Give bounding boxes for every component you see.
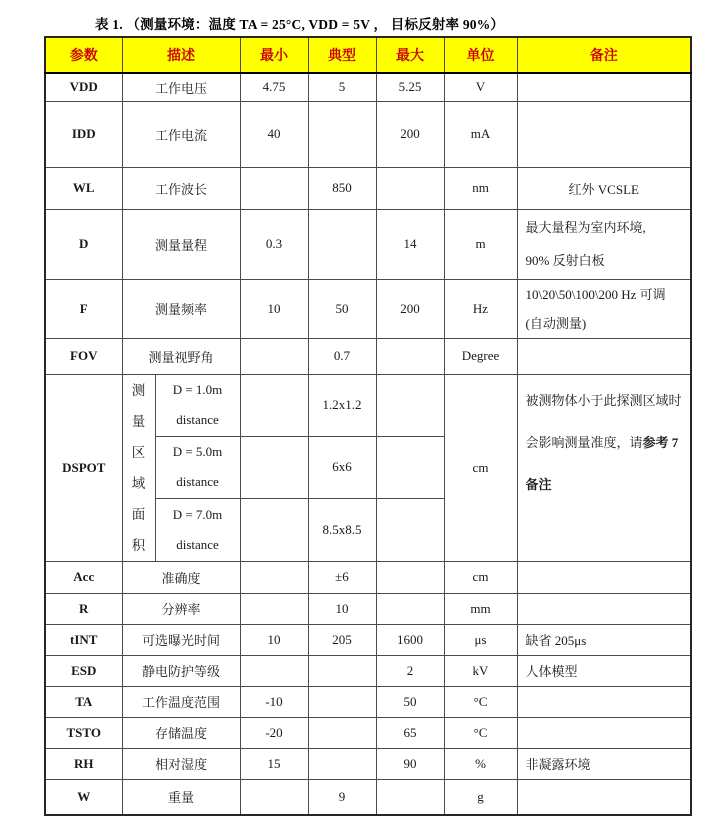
typ-cell: 205	[308, 624, 376, 655]
dspot-vertical-label: 测量区域面积	[122, 374, 155, 561]
min-cell: 4.75	[240, 73, 308, 101]
min-cell: 10	[240, 279, 308, 338]
remark-cell	[517, 101, 691, 167]
max-cell	[376, 436, 444, 498]
remark-cell: 人体模型	[517, 655, 691, 686]
typ-cell	[308, 101, 376, 167]
param-cell: tINT	[45, 624, 122, 655]
remark-line: 最大量程为室内环境,	[525, 220, 646, 235]
dspot-condition-cell: D = 5.0m distance	[155, 436, 240, 498]
typ-cell: 50	[308, 279, 376, 338]
param-cell: VDD	[45, 73, 122, 101]
desc-cell: 工作电流	[122, 101, 240, 167]
param-cell: D	[45, 209, 122, 279]
header-row	[45, 37, 691, 73]
param-cell: WL	[45, 167, 122, 209]
remark-cell	[517, 717, 691, 748]
param-cell: F	[45, 279, 122, 338]
spec-table	[44, 36, 692, 816]
typ-cell: 9	[308, 779, 376, 815]
desc-cell: 相对湿度	[122, 748, 240, 779]
min-cell	[240, 338, 308, 374]
remark-cell	[517, 338, 691, 374]
remark-cell	[517, 279, 691, 338]
max-cell: 50	[376, 686, 444, 717]
param-cell: DSPOT	[45, 374, 122, 561]
max-cell	[376, 374, 444, 436]
remark-cell: 红外 VCSLE	[517, 167, 691, 209]
unit-cell: °C	[444, 686, 517, 717]
desc-cell: 可选曝光时间	[122, 624, 240, 655]
param-cell: FOV	[45, 338, 122, 374]
min-cell	[240, 436, 308, 498]
unit-cell: g	[444, 779, 517, 815]
unit-cell: %	[444, 748, 517, 779]
spec-row-vdd	[45, 73, 691, 101]
max-cell	[376, 499, 444, 561]
remark-cell	[517, 593, 691, 624]
remark-cell	[517, 779, 691, 815]
col-header-min: 最小	[240, 37, 308, 73]
unit-cell: Hz	[444, 279, 517, 338]
typ-cell	[308, 717, 376, 748]
min-cell	[240, 167, 308, 209]
param-cell: ESD	[45, 655, 122, 686]
min-cell: -10	[240, 686, 308, 717]
spec-row-d	[45, 209, 691, 279]
spec-row-wl	[45, 167, 691, 209]
desc-cell: 测量视野角	[122, 338, 240, 374]
max-cell: 2	[376, 655, 444, 686]
max-cell	[376, 779, 444, 815]
typ-cell	[308, 209, 376, 279]
typ-cell: 6x6	[308, 436, 376, 498]
spec-row-rh	[45, 748, 691, 779]
unit-cell: cm	[444, 561, 517, 593]
remark-text: 被测物体小于此探测区域时会影响测量准度，请	[525, 392, 682, 450]
min-cell: 0.3	[240, 209, 308, 279]
remark-cell	[517, 561, 691, 593]
max-cell	[376, 338, 444, 374]
unit-cell: °C	[444, 717, 517, 748]
typ-cell	[308, 686, 376, 717]
remark-cell: 缺省 205μs	[517, 624, 691, 655]
typ-cell: 8.5x8.5	[308, 499, 376, 561]
desc-cell: 工作电压	[122, 73, 240, 101]
table-caption: 表 1. （测量环境：温度 TA = 25°C, VDD = 5V ， 目标反射率 90%）	[95, 17, 505, 32]
desc-cell: 测量频率	[122, 279, 240, 338]
spec-row-r	[45, 593, 691, 624]
typ-cell: ±6	[308, 561, 376, 593]
desc-cell: 工作波长	[122, 167, 240, 209]
remark-line: (自动测量)	[525, 315, 587, 331]
col-header-param: 参数	[45, 37, 122, 73]
typ-cell: 850	[308, 167, 376, 209]
remark-cell	[517, 374, 691, 561]
unit-cell: cm	[444, 374, 517, 561]
spec-row-idd	[45, 101, 691, 167]
unit-cell: m	[444, 209, 517, 279]
max-cell: 90	[376, 748, 444, 779]
remark-cell	[517, 686, 691, 717]
max-cell	[376, 593, 444, 624]
desc-cell: 静电防护等级	[122, 655, 240, 686]
max-cell: 5.25	[376, 73, 444, 101]
unit-cell: kV	[444, 655, 517, 686]
spec-row-ta	[45, 686, 691, 717]
param-cell: Acc	[45, 561, 122, 593]
min-cell	[240, 779, 308, 815]
typ-cell: 5	[308, 73, 376, 101]
spec-row-tint	[45, 624, 691, 655]
unit-cell: nm	[444, 167, 517, 209]
col-header-unit: 单位	[444, 37, 517, 73]
dspot-condition-cell: D = 7.0m distance	[155, 499, 240, 561]
dspot-condition-cell: D = 1.0m distance	[155, 374, 240, 436]
remark-text-bold: 参考 7 备注	[525, 434, 679, 492]
param-cell: W	[45, 779, 122, 815]
spec-row-dspot-1	[45, 374, 691, 436]
max-cell	[376, 167, 444, 209]
min-cell: 40	[240, 101, 308, 167]
max-cell: 1600	[376, 624, 444, 655]
min-cell	[240, 374, 308, 436]
typ-cell	[308, 655, 376, 686]
min-cell	[240, 499, 308, 561]
desc-cell: 准确度	[122, 561, 240, 593]
typ-cell: 10	[308, 593, 376, 624]
min-cell	[240, 655, 308, 686]
spec-row-f	[45, 279, 691, 338]
col-header-max: 最大	[376, 37, 444, 73]
typ-cell: 1.2x1.2	[308, 374, 376, 436]
unit-cell: Degree	[444, 338, 517, 374]
min-cell: 15	[240, 748, 308, 779]
min-cell: -20	[240, 717, 308, 748]
typ-cell	[308, 748, 376, 779]
col-header-desc: 描述	[122, 37, 240, 73]
spec-row-w	[45, 779, 691, 815]
spec-row-esd	[45, 655, 691, 686]
desc-cell: 存储温度	[122, 717, 240, 748]
desc-cell: 测量量程	[122, 209, 240, 279]
desc-cell: 工作温度范围	[122, 686, 240, 717]
param-cell: R	[45, 593, 122, 624]
unit-cell: μs	[444, 624, 517, 655]
remark-cell	[517, 73, 691, 101]
unit-cell: V	[444, 73, 517, 101]
remark-cell	[517, 209, 691, 279]
remark-line: 90% 反射白板	[525, 253, 605, 268]
remark-line: 10\20\50\100\200 Hz 可调	[525, 286, 666, 302]
max-cell: 14	[376, 209, 444, 279]
min-cell	[240, 561, 308, 593]
spec-row-fov	[45, 338, 691, 374]
col-header-typ: 典型	[308, 37, 376, 73]
spec-row-tsto	[45, 717, 691, 748]
max-cell: 200	[376, 279, 444, 338]
spec-row-acc	[45, 561, 691, 593]
unit-cell: mA	[444, 101, 517, 167]
desc-cell: 分辨率	[122, 593, 240, 624]
param-cell: RH	[45, 748, 122, 779]
max-cell	[376, 561, 444, 593]
typ-cell: 0.7	[308, 338, 376, 374]
col-header-note: 备注	[517, 37, 691, 73]
remark-cell: 非凝露环境	[517, 748, 691, 779]
min-cell: 10	[240, 624, 308, 655]
unit-cell: mm	[444, 593, 517, 624]
max-cell: 65	[376, 717, 444, 748]
min-cell	[240, 593, 308, 624]
desc-cell: 重量	[122, 779, 240, 815]
max-cell: 200	[376, 101, 444, 167]
param-cell: TA	[45, 686, 122, 717]
param-cell: IDD	[45, 101, 122, 167]
param-cell: TSTO	[45, 717, 122, 748]
